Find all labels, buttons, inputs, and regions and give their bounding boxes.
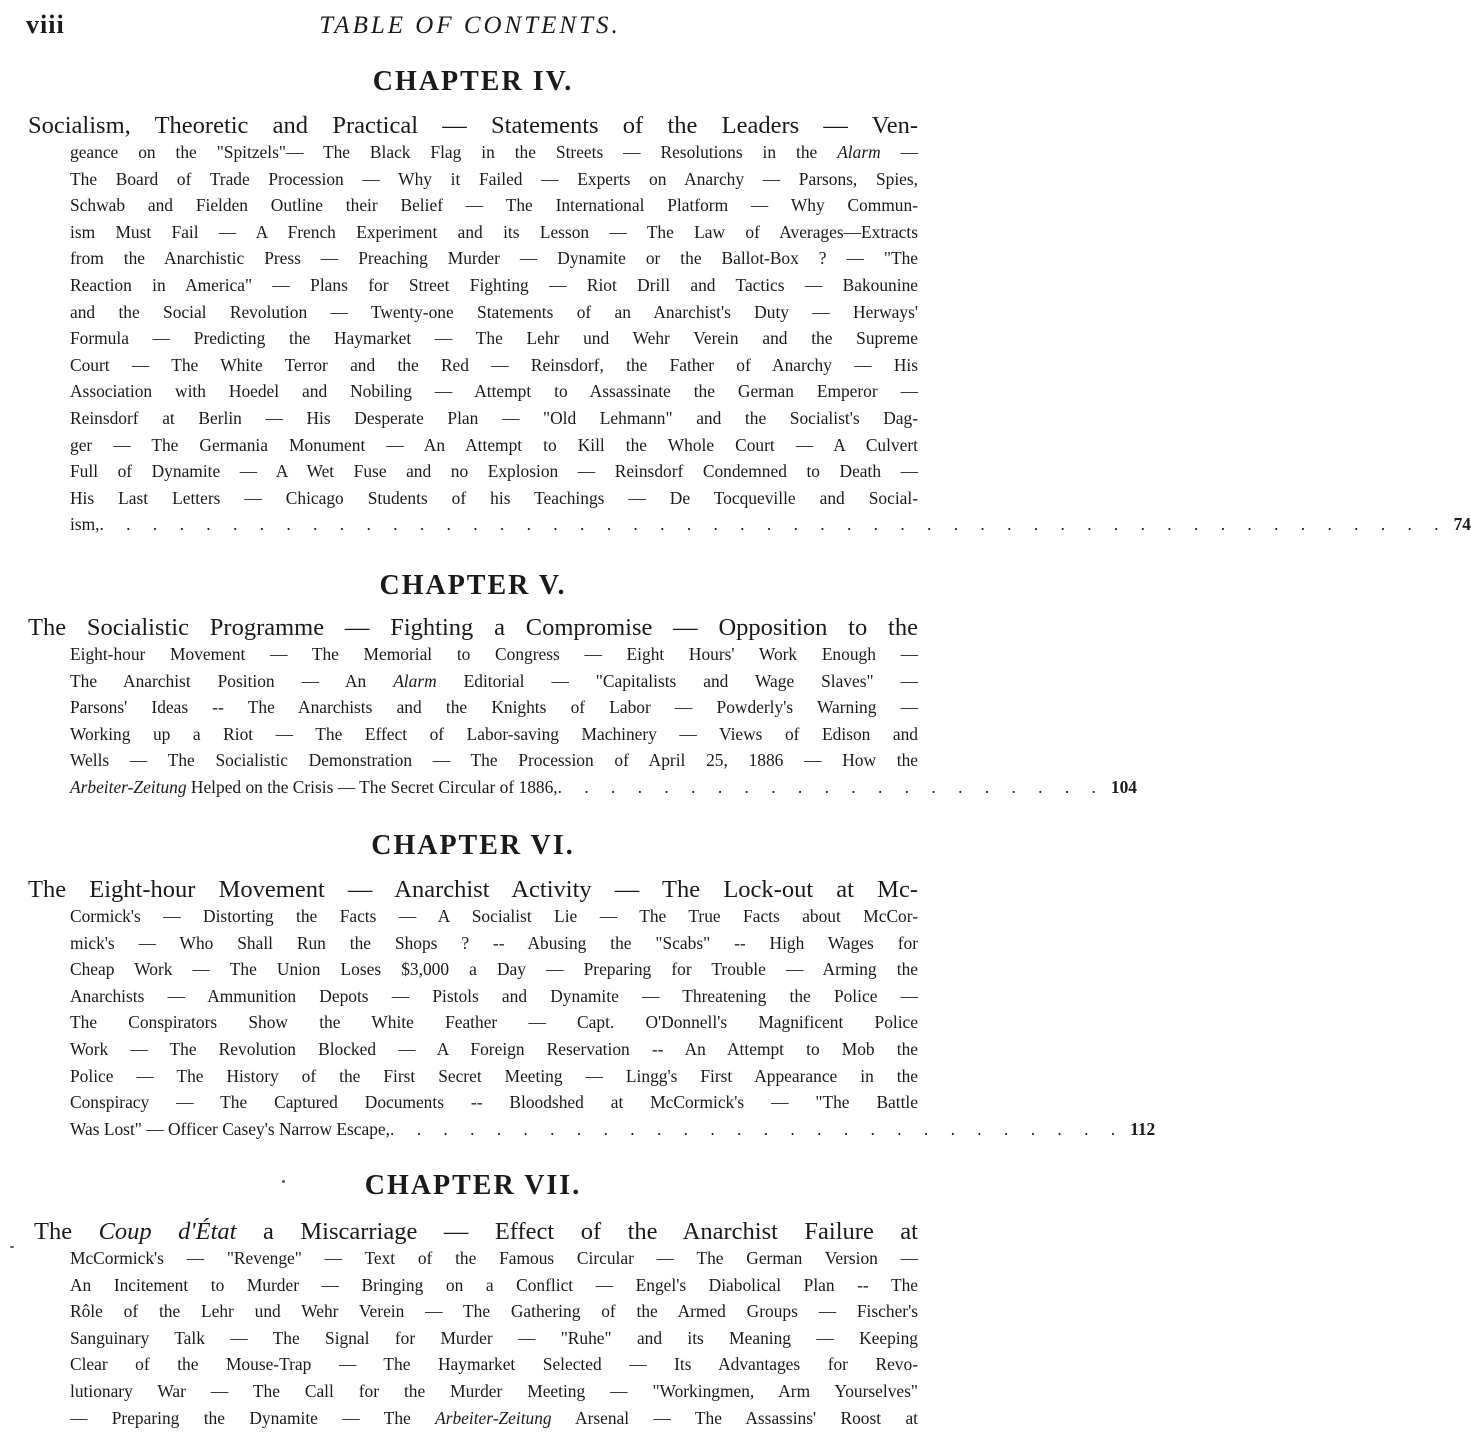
leader-dots: . . . . . . . . . . . . . . . . . . . . . . . . . . . . . . . . . . . . . . . . . . . . . . . . . . .	[99, 514, 1448, 535]
summary-line: mick's — Who Shall Run the Shops ? -- Abusing the "Scabs" -- High Wages for	[70, 932, 918, 953]
summary-line: Work — The Revolution Blocked — A Foreign Reservation -- An Attempt to Mob the	[70, 1038, 918, 1059]
summary-line: Cormick's — Distorting the Facts — A Socialist Lie — The True Facts about McCor-	[70, 906, 918, 926]
summary-line: Association with Hoedel and Nobiling — Attempt to Assassinate the German Emperor —	[70, 381, 918, 402]
page-number: viii	[26, 10, 65, 39]
summary-line: Police — The History of the First Secret Meeting — Lingg's First Appearance in the	[70, 1065, 918, 1086]
print-speck	[10, 1246, 14, 1248]
page-reference: 74	[1453, 514, 1471, 535]
summary-line: Sanguinary Talk — The Signal for Murder — "Ruhe" and its Meaning — Keeping	[70, 1327, 918, 1348]
chapter-summary	[70, 903, 1156, 1142]
summary-line: Reaction in America" — Plans for Street Fighting — Riot Drill and Tactics — Bakounine	[70, 274, 918, 295]
chapter-vii	[28, 1166, 918, 1431]
summary-last-line	[70, 511, 1471, 538]
chapter-title: The Coup d'État a Miscarriage — Effect of the Anarchist Failure at	[34, 1218, 918, 1245]
summary-line: geance on the "Spitzels"— The Black Flag in the Streets — Resolutions in the Alarm —	[70, 142, 918, 162]
chapter-summary	[70, 641, 1137, 801]
summary-line: Eight-hour Movement — The Memorial to Congress — Eight Hours' Work Enough —	[70, 644, 918, 664]
running-head	[26, 10, 914, 50]
summary-line: ism,	[70, 514, 100, 535]
chapter-heading: CHAPTER VI.	[371, 830, 575, 861]
summary-line: Working up a Riot — The Effect of Labor-saving Machinery — Views of Edison and	[70, 723, 918, 744]
summary-line: and the Social Revolution — Twenty-one Statements of an Anarchist's Duty — Herways'	[70, 301, 918, 322]
chapter-heading: CHAPTER IV.	[372, 66, 574, 97]
summary-line: Parsons' Ideas -- The Anarchists and the Knights of Labor — Powderly's Warning —	[70, 697, 918, 718]
summary-line: Court — The White Terror and the Red — Reinsdorf, the Father of Anarchy — His	[70, 354, 918, 375]
summary-line: Wells — The Socialistic Demonstration — The Procession of April 25, 1886 — How the	[70, 750, 918, 771]
summary-line: Schwab and Fielden Outline their Belief — The International Platform — Why Commun-	[70, 195, 918, 216]
summary-line: ger — The Germania Monument — An Attempt to Kill the Whole Court — A Culvert	[70, 434, 918, 455]
summary-line: The Anarchist Position — An Alarm Editorial — "Capitalists and Wage Slaves" —	[70, 670, 918, 691]
page-reference: 112	[1130, 1118, 1156, 1139]
summary-line: The Board of Trade Procession — Why it Failed — Experts on Anarchy — Parsons, Spies,	[70, 168, 918, 189]
summary-last-line	[70, 774, 1137, 801]
summary-line: Full of Dynamite — A Wet Fuse and no Explosion — Reinsdorf Condemned to Death —	[70, 461, 918, 482]
chapter-summary	[70, 139, 1471, 538]
summary-line: The Conspirators Show the White Feather — Capt. O'Donnell's Magnificent Police	[70, 1012, 918, 1033]
leader-dots: . . . . . . . . . . . . . . . . . . . . . . . . . . . .	[390, 1118, 1125, 1139]
summary-line: Reinsdorf at Berlin — His Desperate Plan — "Old Lehmann" and the Socialist's Dag-	[70, 407, 918, 428]
chapter-vi	[28, 826, 1156, 1142]
summary-line: Cheap Work — The Union Loses $3,000 a Day — Preparing for Trouble — Arming the	[70, 959, 918, 980]
summary-line: Arbeiter-Zeitung Helped on the Crisis — The Secret Circular of 1886,	[70, 776, 558, 797]
chapter-v	[28, 566, 1137, 801]
chapter-iv	[28, 62, 1471, 538]
summary-line: Was Lost" — Officer Casey's Narrow Escape,	[70, 1118, 390, 1139]
summary-line: Anarchists — Ammunition Depots — Pistols and Dynamite — Threatening the Police —	[70, 985, 918, 1006]
summary-line: Formula — Predicting the Haymarket — The Lehr und Wehr Verein and the Supreme	[70, 328, 918, 349]
summary-line: Clear of the Mouse-Trap — The Haymarket Selected — Its Advantages for Revo-	[70, 1354, 918, 1375]
chapter-title: The Eight-hour Movement — Anarchist Activity — The Lock-out at Mc-	[28, 876, 918, 903]
summary-line: Rôle of the Lehr und Wehr Verein — The Gathering of the Armed Groups — Fischer's	[70, 1301, 918, 1322]
summary-line: His Last Letters — Chicago Students of his Teachings — De Tocqueville and Social-	[70, 487, 918, 508]
summary-line: from the Anarchistic Press — Preaching Murder — Dynamite or the Ballot-Box ? — "The	[70, 248, 918, 269]
chapter-heading: CHAPTER VII.	[364, 1170, 582, 1201]
summary-line: McCormick's — "Revenge" — Text of the Famous Circular — The German Version —	[70, 1248, 918, 1268]
page-reference: 104	[1110, 776, 1137, 797]
chapter-title: The Socialistic Programme — Fighting a Compromise — Opposition to the	[28, 614, 918, 641]
leader-dots: . . . . . . . . . . . . . . . . . . . . .	[557, 776, 1105, 797]
summary-line: ism Must Fail — A French Experiment and its Lesson — The Law of Averages—Extracts	[70, 221, 918, 242]
running-title: TABLE OF CONTENTS.	[319, 12, 621, 39]
summary-last-line	[70, 1116, 1156, 1143]
summary-line: Conspiracy — The Captured Documents -- Bloodshed at McCormick's — "The Battle	[70, 1092, 918, 1113]
summary-line: — Preparing the Dynamite — The Arbeiter-Zeitung Arsenal — The Assassins' Roost at	[70, 1407, 918, 1428]
chapter-heading: CHAPTER V.	[379, 570, 567, 601]
chapter-summary	[70, 1245, 918, 1431]
summary-line: An Incitement to Murder — Bringing on a Conflict — Engel's Diabolical Plan -- The	[70, 1274, 918, 1295]
chapter-title: Socialism, Theoretic and Practical — Statements of the Leaders — Ven-	[28, 112, 918, 139]
summary-line: lutionary War — The Call for the Murder Meeting — "Workingmen, Arm Yourselves"	[70, 1380, 918, 1401]
